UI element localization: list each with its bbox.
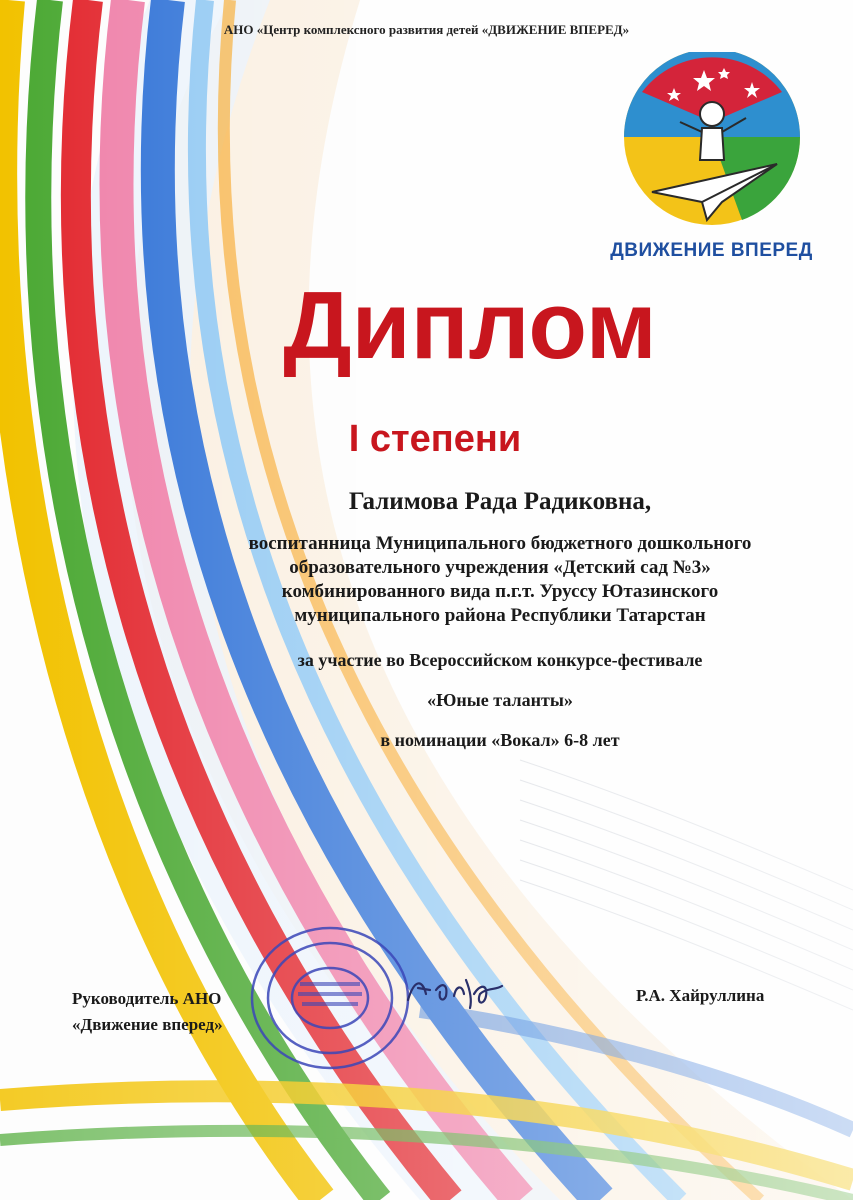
diploma-degree: I степени <box>348 418 522 460</box>
diploma-title: Диплом <box>283 272 657 379</box>
signer-position-line1: Руководитель АНО <box>72 989 222 1008</box>
festival-name: «Юные таланты» <box>427 690 573 710</box>
handwritten-signature <box>400 960 510 1020</box>
signer-name: Р.А. Хайруллина <box>636 986 765 1005</box>
signer-position <box>72 986 223 1038</box>
signer-position-line2: «Движение вперед» <box>72 1015 223 1034</box>
description-line: муниципального района Республики Татарстан <box>294 605 706 626</box>
nomination-text: в номинации «Вокал» 6-8 лет <box>380 730 620 750</box>
organization-header: АНО «Центр комплексного развития детей «ДВИЖЕНИЕ ВПЕРЕД» <box>223 22 630 37</box>
official-stamp <box>240 918 420 1078</box>
logo-text: ДВИЖЕНИЕ ВПЕРЕД <box>610 240 813 261</box>
description-line: образовательного учреждения «Детский сад №3» <box>289 557 711 578</box>
recipient-description <box>180 532 820 628</box>
description-line: воспитанница Муниципального бюджетного дошкольного <box>248 533 752 554</box>
description-line: комбинированного вида п.г.т. Уруссу Ютазинского <box>281 581 719 602</box>
participation-text: за участие во Всероссийском конкурсе-фестивале <box>297 650 703 670</box>
recipient-name: Галимова Рада Радиковна, <box>348 488 652 515</box>
